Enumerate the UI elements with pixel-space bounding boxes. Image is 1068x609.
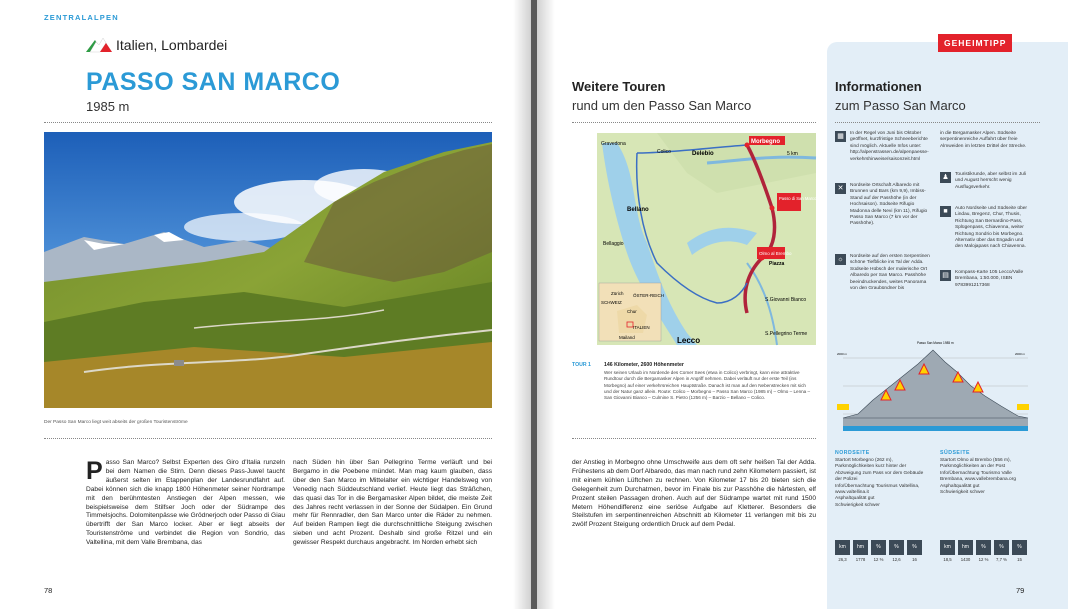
stat-icon: hm — [958, 540, 973, 555]
body-column-1 — [86, 459, 285, 548]
map-label-morbegno: Morbegno — [751, 139, 780, 145]
map-label-lecco: Lecco — [677, 336, 701, 345]
north-details — [835, 458, 930, 509]
fork-knife-icon: ✕ — [835, 183, 846, 194]
info-views-cont: in die Bergamasker Alpen. Südseite serpentinenreiche Auffahrt über freie Almweiden im letzten Drittel der Strecke. — [940, 131, 1027, 149]
map-label-passo: Passo di San Marco 1985 — [779, 196, 827, 201]
map-label-olmo: Olmo al Brembo — [759, 251, 792, 256]
stat-value: 1778 — [855, 557, 866, 562]
pass-photo — [44, 132, 492, 408]
page-title: PASSO SAN MARCO — [86, 68, 341, 96]
stat-icon: hm — [853, 540, 868, 555]
map-label-delebio: Delebio — [692, 151, 714, 157]
info-map: Kompass-Karte 105 Lecco/Valle Brembana, 1:50.000, ISBN 9783991217368 — [955, 270, 1024, 288]
elevation-profile — [833, 338, 1033, 438]
stat-value: 18,5 — [943, 557, 952, 562]
north-line: Schwierigkeit schwer — [835, 502, 880, 508]
stat-max-gradient — [976, 540, 991, 562]
profile-summit-label: Passo San Marco 1985 m — [917, 341, 954, 345]
stat-value: 12 % — [978, 557, 989, 562]
stat-value: 12,6 — [892, 557, 901, 562]
stat-hairpins — [907, 540, 922, 562]
section-tag: ZENTRALALPEN — [44, 13, 119, 22]
calendar-icon: ▦ — [835, 131, 846, 142]
body-text-1: asso San Marco? Selbst Experten des Giro d'Italia runzeln bei dem Namen die Stirn. Denn dieses Pass-Juwel taucht äußerst selten im Etappenplan der Landesrundfahrt auf. Dabei können sich die knapp 1800 Höhenmeter seiner Nordrampe mit den berühmtesten Anstiegen der Alpen messen, wie beispielsweise dem Stilfser Joch oder der Südrampe des Timmelsjochs. Dolomitenpässe wie Grödnerjoch oder Passo di Giau übertrifft der San Marco locker. Aber er liegt abseits der Touristenströme und verbindet die Region von Sondrio, das Valtellina, mit dem Valle Brembana, das — [86, 459, 285, 547]
north-heading: NORDSEITE — [835, 450, 870, 456]
body-column-2: nach Süden hin über San Pellegrino Terme verläuft und bei Bergamo in die Poebene mündet. Man mag kaum glauben, dass über den San Marco im Mittelalter ein wichtiger Handelsweg von Venedig nach Süddeutschland verlief. Heute liegt das Sträßchen, das quasi das Tor in die Bergamasker Alpen bildet, die meiste Zeit des Jahres recht verlassen in der Sonne der Südalpen. Ein Grund mehr für Rennradler, den San Marco unter die Räder zu nehmen. Auf beiden Rampen liegt die durchschnittliche Steigung zwischen sieben und acht Prozent. Deshalb sind große Ritzel und ein gewisser Respekt durchaus angebracht. Im Norden erhebt sich — [293, 459, 492, 547]
map-label-colico: Colico — [657, 149, 671, 155]
body-column-3: der Anstieg in Morbegno ohne Umschweife aus dem oft sehr heißen Tal der Adda. Frühestens ab dem Dorf Albaredo, das man nach rund zehn Kilometern passiert, ist mit einem kühlen Lüftchen zu rechnen. Von Kilometer 17 bis 20 bieten sich die Gelegenheit zum Durchatmen, bevor im Finale bis zur Passhöhe die härtesten, elf Prozent steilen Passagen drohen. Auch auf der Südrampe wartet mit rund 1500 Metern Höhendifferenz eine seriöse Aufgabe auf Kletterer. Besonders die Steilstufen im serpentinenreichen Abschnitt ab Kilometer 11 verlangen mit bis zu zwölf Prozent Steigung ordentlich Druck auf dem Pedal. — [572, 459, 816, 529]
map-label-bellaggio: Bellaggio — [603, 241, 624, 247]
south-line: Asphaltqualität gut — [940, 483, 980, 489]
info-arrival: Auto Nordseite und Südseite über Lindau, Bregenz, Chur, Thusis, Richtung San Bernardino-Pass, Splügenpass, Chiavenna, weiter Richtung Sondrio bis Morbegno. Alternativ über das Engadin und den Malojapass nach Chiavenna. — [955, 206, 1028, 250]
badge-geheimtipp: GEHEIMTIPP — [938, 34, 1012, 52]
stat-value: 1430 — [960, 557, 971, 562]
car-icon: ■ — [940, 206, 951, 217]
info-opening: In der Regel von Juni bis Oktober geöffnet, kurzfristige Schneeberichte sind möglich. Aktuelle Infos unter: http://alpenstrassen.de/alpenpaesse-verkehrshinweise/saisonzeit.html — [850, 131, 929, 162]
profile-left-elev: 2000 m — [837, 352, 848, 356]
info-traffic: Touristikrunde, aber selbst im Juli und August herrscht wenig Ausflugsverkehr. — [955, 172, 1026, 190]
south-stats — [940, 540, 1027, 562]
page-number: 79 — [1016, 586, 1025, 595]
inset-mailand: Mailand — [619, 335, 635, 340]
info-subtitle: zum Passo San Marco — [835, 98, 966, 113]
inset-zurich: Zürich — [611, 291, 624, 296]
stat-value: 7,7 % — [996, 557, 1007, 562]
inset-chur: Chur — [627, 309, 637, 314]
italy-flag-icon — [86, 38, 112, 52]
stat-km — [835, 540, 850, 562]
map-icon: ▤ — [940, 270, 951, 281]
stat-icon: % — [1012, 540, 1027, 555]
map-label-sgiovanni: S.Giovanni Bianco — [765, 297, 807, 303]
sun-icon: ☼ — [835, 254, 846, 265]
left-page — [0, 0, 531, 609]
north-line: Asphaltqualität gut — [835, 496, 875, 502]
tours-subtitle: rund um den Passo San Marco — [572, 98, 752, 113]
stat-avg-gradient — [889, 540, 904, 562]
stat-icon: % — [889, 540, 904, 555]
tours-title: Weitere Touren — [572, 79, 666, 94]
south-line: Startort Olmo al Brembo (556 m), Parkmöglichkeiten an der Post — [940, 458, 1011, 470]
photo-caption: Der Passo San Marco liegt weit abseits der großen Touristenströme — [44, 420, 188, 425]
map-label-bellano: Bellano — [627, 207, 649, 213]
north-stats — [835, 540, 922, 562]
stat-avg-gradient — [994, 540, 1009, 562]
stat-value: 26,3 — [838, 557, 847, 562]
divider — [835, 122, 1040, 123]
stat-icon: % — [907, 540, 922, 555]
tour-label: TOUR 1 — [572, 362, 591, 368]
stat-hairpins — [1012, 540, 1027, 562]
route-map — [597, 133, 827, 345]
stat-km — [940, 540, 955, 562]
map-label-spellegrino: S.Pellegrino Terme — [765, 331, 808, 337]
gutter-shadow — [513, 0, 531, 609]
south-line: Schwierigkeit schwer — [940, 490, 985, 496]
hiking-icon: ♟ — [940, 172, 951, 183]
map-label-gravedona: Gravedona — [601, 141, 626, 147]
map-label-piazza: Piazza — [769, 261, 785, 267]
inset-italien: ITALIEN — [633, 325, 650, 330]
region-label: Italien, Lombardei — [116, 37, 228, 53]
stat-icon: % — [976, 540, 991, 555]
profile-right-elev: 2000 m — [1015, 352, 1026, 356]
north-line: Startort Morbegno (262 m), Parkmöglichkeiten kurz hinter der Abzweigung zum Pass vor dem Gebäude der Polizei — [835, 458, 924, 483]
info-title: Informationen — [835, 79, 922, 94]
info-panel — [827, 42, 1068, 609]
gutter-shadow — [537, 0, 555, 609]
page-number: 78 — [44, 586, 53, 595]
south-details — [940, 458, 1032, 496]
stat-hm — [853, 540, 868, 562]
info-food: Nordseite Ortschaft Albaredo mit Brunnen und Bars (km 9,9), Imbiss-Stand auf der Passhöhe (in der Hochsaison). Südseite Rifugio Madonna delle Nevi (km 11), Rifugio Passo San Marco (7 km vor der Passhöhe). — [850, 183, 928, 227]
elevation: 1985 m — [86, 99, 130, 114]
stat-value: 16 — [912, 557, 917, 562]
stat-icon: % — [871, 540, 886, 555]
south-line: Info/Übernachtung Tourismo Valle Brembana, www.vallebrembana.org — [940, 470, 1016, 483]
stat-icon: km — [835, 540, 850, 555]
divider — [572, 122, 816, 123]
divider — [44, 438, 492, 439]
info-views: Nordseite auf den ersten Serpentinen schöne Tiefblicke ins Tal der Adda. Südseite Hübsch der malerische Ort Albaredo per San Marco. Passhöhe beeindruckendes, weites Panorama von den Graubündner bis — [850, 254, 930, 292]
stat-max-gradient — [871, 540, 886, 562]
divider — [572, 438, 816, 439]
map-scale: 5 km — [787, 151, 798, 157]
stat-icon: % — [994, 540, 1009, 555]
tour-heading: 146 Kilometer, 2600 Höhenmeter — [604, 362, 684, 368]
stat-value: 15 — [1017, 557, 1022, 562]
south-heading: SÜDSEITE — [940, 450, 970, 456]
dropcap: P — [86, 457, 103, 485]
tour-body: Wer seinen Urlaub im Nordende des Comer Sees (etwa in Colico) verbringt, kann eine attraktive Rundtour durch die Bergamasker Alpen in Angriff nehmen. Dabei verläuft nur der erste Teil (ins Morbegno) auf einer verkehrsreichen Hauptstraße. Danach ist man auf den Nebenstrecken mit sich und der Natur ganz allein. Route: Colico – Morbegno – Passo San Marco (1985 m) – Olmo – Lenna – San Giovanni Bianco – Culmine S. Pietro (1256 m) – Barzio – Bellano – Colico. — [604, 370, 811, 401]
stat-icon: km — [940, 540, 955, 555]
divider — [44, 122, 492, 123]
stat-hm — [958, 540, 973, 562]
north-line: Info/Übernachtung Tourismus Valtellina, www.valtellina.it — [835, 483, 920, 496]
inset-oesterreich: ÖSTER-REICH — [633, 293, 665, 298]
inset-schweiz: SCHWEIZ — [601, 300, 622, 305]
stat-value: 12 % — [873, 557, 884, 562]
